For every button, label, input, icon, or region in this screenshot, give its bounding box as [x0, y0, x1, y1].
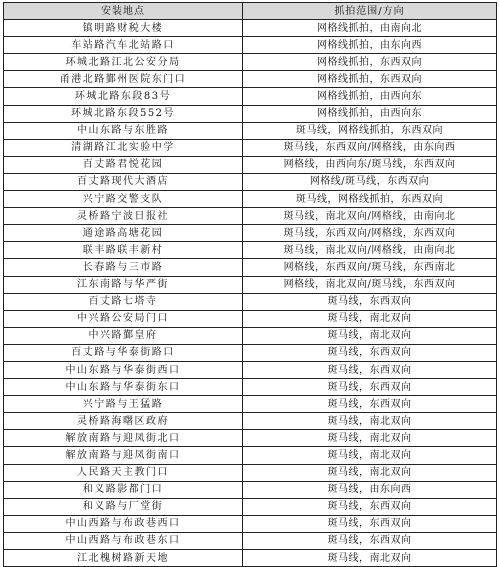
table-row	[4, 20, 497, 37]
cell-capture-direction: 斑马线，南北双向	[243, 464, 497, 481]
cell-location: 甬港北路鄞州医院东门口	[4, 71, 243, 88]
cell-capture-direction: 斑马线，南北双向	[243, 413, 497, 430]
cell-capture-direction: 斑马线，东西双向	[243, 532, 497, 549]
table-body	[4, 20, 497, 567]
cell-location: 长春路与三市路	[4, 259, 243, 276]
table-header-row	[4, 3, 497, 20]
cell-capture-direction: 斑马线，南北双向/网格线，由南向北	[243, 208, 497, 225]
table-row	[4, 361, 497, 378]
cell-capture-direction: 网格线抓拍，由西向东	[243, 88, 497, 105]
table-row	[4, 550, 497, 567]
cell-location: 百丈路现代大酒店	[4, 173, 243, 190]
table-row	[4, 105, 497, 122]
cell-location: 百丈路七塔寺	[4, 293, 243, 310]
document-page	[3, 2, 496, 567]
cell-location: 百丈路与华泰街路口	[4, 344, 243, 361]
table-row	[4, 191, 497, 208]
cell-location: 江北槐树路新天地	[4, 550, 243, 567]
cell-capture-direction: 网格线，南北双向/斑马线，东西双向	[243, 276, 497, 293]
cell-capture-direction: 网格线抓拍，东西双向	[243, 71, 497, 88]
cell-capture-direction: 斑马线，东西双向	[243, 293, 497, 310]
cell-capture-direction: 斑马线，东西双向	[243, 379, 497, 396]
cell-capture-direction: 网格线抓拍，由南向北	[243, 20, 497, 37]
header-location: 安装地点	[4, 3, 243, 20]
cell-capture-direction: 斑马线，网格线抓拍，东西双向	[243, 122, 497, 139]
cell-location: 解放南路与迎凤街北口	[4, 430, 243, 447]
cell-location: 兴宁路交警支队	[4, 191, 243, 208]
table-row	[4, 532, 497, 549]
cell-capture-direction: 斑马线，网格线抓拍，东西双向	[243, 191, 497, 208]
table-row	[4, 54, 497, 71]
cell-location: 灵桥路海曙区政府	[4, 413, 243, 430]
table-row	[4, 481, 497, 498]
cell-location: 车站路汽车北站路口	[4, 37, 243, 54]
table-row	[4, 498, 497, 515]
cell-capture-direction: 斑马线，东西双向	[243, 344, 497, 361]
table-row	[4, 327, 497, 344]
cell-location: 中山东路与华泰街西口	[4, 361, 243, 378]
cell-capture-direction: 斑马线，南北双向	[243, 550, 497, 567]
cell-location: 和义路与厂堂街	[4, 498, 243, 515]
cell-capture-direction: 网格线，由西向东/斑马线，东西双向	[243, 156, 497, 173]
table-row	[4, 139, 497, 156]
cell-location: 百丈路君悦花园	[4, 156, 243, 173]
table-row	[4, 225, 497, 242]
table-row	[4, 379, 497, 396]
camera-location-table	[3, 2, 497, 567]
cell-capture-direction: 斑马线，东西双向/网格线，由东向西	[243, 139, 497, 156]
table-row	[4, 293, 497, 310]
cell-location: 和义路影都门口	[4, 481, 243, 498]
table-row	[4, 310, 497, 327]
table-row	[4, 430, 497, 447]
table-row	[4, 208, 497, 225]
cell-location: 兴宁路与王猛路	[4, 396, 243, 413]
table-row	[4, 122, 497, 139]
cell-capture-direction: 斑马线，东西双向	[243, 498, 497, 515]
cell-location: 中山西路与布政巷西口	[4, 515, 243, 532]
cell-capture-direction: 斑马线，东西双向	[243, 361, 497, 378]
cell-location: 环城北路江北公安分局	[4, 54, 243, 71]
cell-location: 镇明路财税大楼	[4, 20, 243, 37]
cell-location: 人民路天主教门口	[4, 464, 243, 481]
cell-capture-direction: 斑马线，南北双向	[243, 430, 497, 447]
cell-location: 中兴路公安局门口	[4, 310, 243, 327]
cell-location: 灵桥路宁波日报社	[4, 208, 243, 225]
table-row	[4, 515, 497, 532]
cell-capture-direction: 斑马线，南北双向	[243, 447, 497, 464]
cell-location: 环城北路东段83号	[4, 88, 243, 105]
cell-location: 联丰路联丰新村	[4, 242, 243, 259]
cell-capture-direction: 网格线/斑马线，东西双向	[243, 173, 497, 190]
header-capture-direction: 抓拍范围/方向	[243, 3, 497, 20]
table-row	[4, 88, 497, 105]
cell-location: 环城北路东段552号	[4, 105, 243, 122]
cell-capture-direction: 网格线抓拍，由东向西	[243, 37, 497, 54]
cell-location: 中山东路与华泰街东口	[4, 379, 243, 396]
table-row	[4, 447, 497, 464]
cell-location: 江东南路与华严街	[4, 276, 243, 293]
cell-capture-direction: 网格线抓拍，由西向东	[243, 105, 497, 122]
table-row	[4, 37, 497, 54]
table-row	[4, 464, 497, 481]
cell-location: 通途路高塘花园	[4, 225, 243, 242]
cell-location: 中兴路鄞皇府	[4, 327, 243, 344]
table-row	[4, 71, 497, 88]
cell-capture-direction: 网格线抓拍，东西双向	[243, 54, 497, 71]
cell-capture-direction: 斑马线，南北双向	[243, 310, 497, 327]
cell-location: 清湖路江北实验中学	[4, 139, 243, 156]
table-row	[4, 156, 497, 173]
cell-capture-direction: 网格线，东西双向/斑马线，东西南北	[243, 259, 497, 276]
table-row	[4, 259, 497, 276]
table-row	[4, 396, 497, 413]
cell-capture-direction: 斑马线，东西双向/网格线，东西双向	[243, 225, 497, 242]
cell-capture-direction: 斑马线，东西双向	[243, 396, 497, 413]
table-row	[4, 344, 497, 361]
cell-location: 中山东路与东胜路	[4, 122, 243, 139]
cell-capture-direction: 斑马线，东西双向	[243, 515, 497, 532]
table-row	[4, 242, 497, 259]
cell-capture-direction: 斑马线，南北双向/网格线，由南向北	[243, 242, 497, 259]
cell-capture-direction: 斑马线，由东向西	[243, 481, 497, 498]
table-row	[4, 173, 497, 190]
cell-capture-direction: 斑马线，南北双向	[243, 327, 497, 344]
cell-location: 中山西路与布政巷东口	[4, 532, 243, 549]
table-row	[4, 276, 497, 293]
cell-location: 解放南路与迎凤街南口	[4, 447, 243, 464]
table-row	[4, 413, 497, 430]
